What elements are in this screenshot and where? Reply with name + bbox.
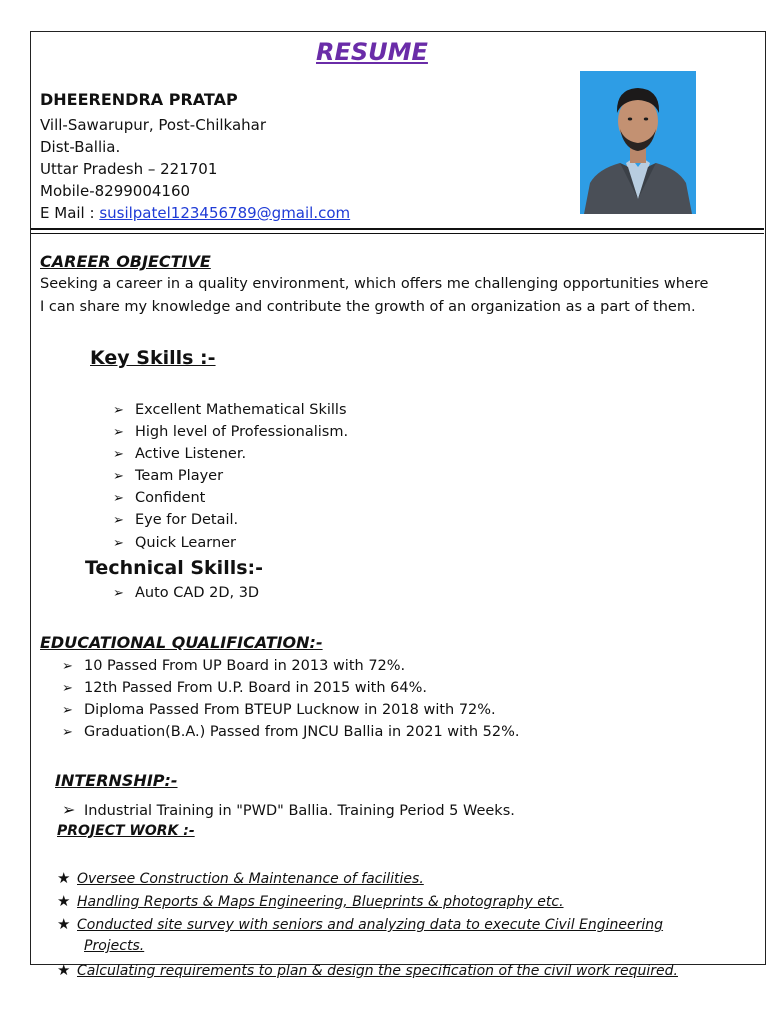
person-portrait-icon	[580, 71, 696, 214]
star-bullet-icon: ★	[57, 892, 71, 910]
key-skill-item: ➢ Excellent Mathematical Skills	[113, 402, 347, 418]
technical-skills-heading: Technical Skills:-	[85, 557, 264, 579]
key-skill-item: ➢ Active Listener.	[113, 446, 247, 462]
education-item: ➢ 10 Passed From UP Board in 2013 with 72%.	[62, 658, 406, 674]
header-divider-thin	[31, 233, 764, 234]
arrow-bullet-icon: ➢	[62, 725, 73, 740]
key-skill-item: ➢ High level of Professionalism.	[113, 424, 349, 440]
address-line-1: Vill-Sawarupur, Post-Chilkahar	[40, 116, 267, 134]
career-objective-line-1: Seeking a career in a quality environment, which offers me challenging opportunities where	[40, 276, 709, 292]
project-item: ★ Conducted site survey with seniors and analyzing data to execute Civil Engineering	[57, 915, 664, 933]
education-item: ➢ Graduation(B.A.) Passed from JNCU Ballia in 2021 with 52%.	[62, 724, 520, 740]
arrow-bullet-icon: ➢	[113, 491, 124, 506]
key-skill-item: ➢ Eye for Detail.	[113, 512, 239, 528]
header-divider-thick	[31, 228, 764, 230]
profile-photo	[580, 71, 696, 214]
education-item: ➢ Diploma Passed From BTEUP Lucknow in 2018 with 72%.	[62, 702, 496, 718]
arrow-bullet-icon: ➢	[113, 469, 124, 484]
arrow-bullet-icon: ➢	[113, 536, 124, 551]
address-line-2: Dist-Ballia.	[40, 138, 121, 156]
arrow-bullet-icon: ➢	[62, 681, 73, 696]
star-bullet-icon: ★	[57, 961, 71, 979]
project-item: ★ Calculating requirements to plan & design the specification of the civil work required.	[57, 961, 678, 979]
mobile-number: Mobile-8299004160	[40, 182, 191, 200]
arrow-bullet-icon: ➢	[113, 586, 124, 601]
arrow-bullet-icon: ➢	[113, 447, 124, 462]
email-label: E Mail :	[40, 204, 100, 222]
address-line-3: Uttar Pradesh – 221701	[40, 160, 218, 178]
career-objective-heading: CAREER OBJECTIVE	[40, 252, 211, 271]
education-heading: EDUCATIONAL QUALIFICATION:-	[40, 633, 323, 652]
star-bullet-icon: ★	[57, 869, 71, 887]
arrow-bullet-icon: ➢	[62, 703, 73, 718]
project-item: ★ Handling Reports & Maps Engineering, Blueprints & photography etc.	[57, 892, 564, 910]
arrow-bullet-icon: ➢	[62, 659, 73, 674]
email-line	[40, 204, 350, 222]
email-link[interactable]: susilpatel123456789@gmail.com	[99, 204, 351, 222]
project-item: ★ Oversee Construction & Maintenance of facilities.	[57, 869, 424, 887]
arrow-bullet-icon: ➢	[113, 403, 124, 418]
key-skill-item: ➢ Team Player	[113, 468, 224, 484]
internship-item: ➢ Industrial Training in "PWD" Ballia. Training Period 5 Weeks.	[62, 800, 515, 819]
arrow-bullet-icon: ➢	[62, 800, 76, 819]
project-work-heading: PROJECT WORK :-	[57, 823, 195, 839]
key-skills-heading: Key Skills :-	[90, 347, 216, 369]
technical-skill-item: ➢ Auto CAD 2D, 3D	[113, 585, 260, 601]
project-item-continuation: Projects.	[84, 938, 145, 954]
internship-heading: INTERNSHIP:-	[55, 771, 178, 790]
star-bullet-icon: ★	[57, 915, 71, 933]
resume-title: RESUME	[316, 38, 428, 66]
career-objective-line-2: I can share my knowledge and contribute the growth of an organization as a part of them.	[40, 299, 696, 315]
applicant-name: DHEERENDRA PRATAP	[40, 90, 238, 109]
key-skill-item: ➢ Quick Learner	[113, 535, 237, 551]
arrow-bullet-icon: ➢	[113, 513, 124, 528]
arrow-bullet-icon: ➢	[113, 425, 124, 440]
education-item: ➢ 12th Passed From U.P. Board in 2015 with 64%.	[62, 680, 427, 696]
key-skill-item: ➢ Confident	[113, 490, 206, 506]
